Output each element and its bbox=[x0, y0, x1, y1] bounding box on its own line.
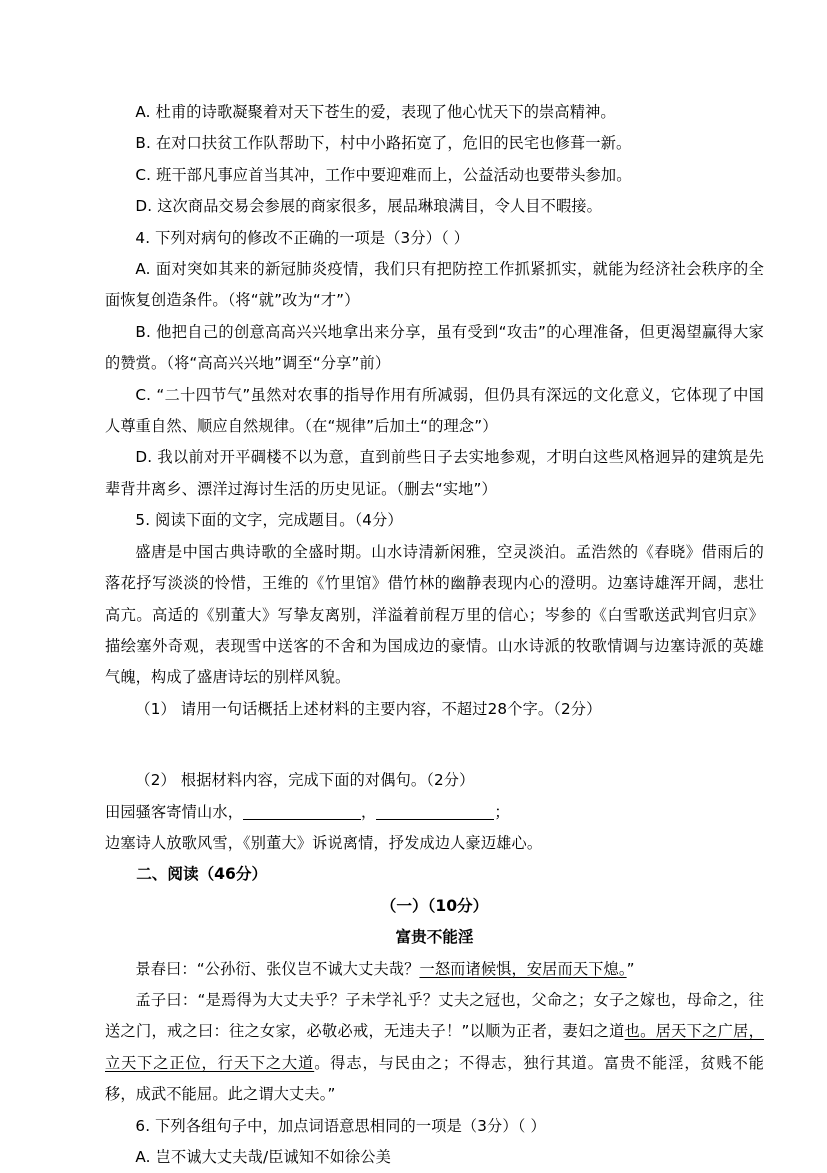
classical-p2-part2: 。得志，与民由之；不得志，独行其道。 bbox=[314, 1053, 604, 1072]
classical-p1-after: ” bbox=[626, 959, 635, 978]
q6-stem: 6. 下列各组句子中，加点词语意思相同的一项是（3分）（ ） bbox=[135, 1116, 546, 1135]
q3-option-d: D. 这次商品交易会参展的商家很多，展品琳琅满目，令人目不暇接。 bbox=[135, 197, 602, 216]
q4-stem: 4. 下列对病句的修改不正确的一项是（3分）（ ） bbox=[135, 228, 470, 247]
couplet-blank-1[interactable] bbox=[243, 819, 361, 820]
couplet-blank-2[interactable] bbox=[376, 819, 494, 820]
q4-option-d: D. 我以前对开平碉楼不以为意，直到前些日子去实地参观，才明白这些风格迥异的建筑是先辈背井离乡、漂洋过海讨生活的历史见证。（删去“实地”） bbox=[105, 448, 764, 498]
q5-sub2: （2） 根据材料内容，完成下面的对偶句。（2分） bbox=[135, 771, 475, 790]
classical-p2-part3: 富贵不能淫，贫贱不能移，成武不能屈。此之谓大丈夫。” bbox=[105, 1053, 765, 1104]
classical-p1-before: 景春曰：“公孙衍、张仪岂不诚大丈夫哉？ bbox=[135, 959, 420, 978]
classical-p2-underlined-2: 立天下之正位，行天下之大道 bbox=[105, 1053, 315, 1072]
couplet-comma: ， bbox=[361, 802, 377, 821]
couplet-line-1-text: 田园骚客寄情山水， bbox=[105, 802, 244, 821]
q6-option-a: A. 岂不诚大丈夫哉/臣诚知不如徐公美 bbox=[135, 1148, 391, 1166]
q3-option-a: A. 杜甫的诗歌凝聚着对天下苍生的爱，表现了他心忧天下的崇高精神。 bbox=[135, 103, 616, 121]
classical-p1-underlined: 一怒而诸候惧，安居而天下熄。 bbox=[419, 959, 627, 978]
q4-option-b: B. 他把自己的创意高高兴兴地拿出来分享，虽有受到“攻击”的心理准备，但更渴望赢得大家的赞赏。（将“高高兴兴地”调至“分享”前） bbox=[105, 322, 764, 373]
couplet-semicolon: ； bbox=[494, 802, 510, 821]
couplet-line-2: 边塞诗人放歌风雪，《别董大》诉说离情，抒发成边人豪迈雄心。 bbox=[105, 833, 543, 852]
classical-paragraph-1 bbox=[105, 954, 764, 985]
q4-option-c: C. “二十四节气”虽然对农事的指导作用有所减弱，但仍具有深远的文化意义，它体现了中国人尊重自然、顺应自然规律。（在“规律”后加土“的理念”） bbox=[105, 385, 764, 436]
q5-passage: 盛唐是中国古典诗歌的全盛时期。山水诗清新闲雅，空灵淡泊。孟浩然的《春晓》借雨后的落花抒写淡淡的怜惜，王维的《竹里馆》借竹林的幽静表现内心的澄明。边塞诗雄浑开阔，悲壮高亢。高适的《别董大》写挚友离别，洋溢着前程万里的信心；岑参的《白雪歌送武判官归京》描绘塞外奇观，表现雪中送客的不舍和为国成边的豪情。山水诗派的牧歌情调与边塞诗派的英雄气魄，构成了盛唐诗坛的别样风貌。 bbox=[105, 542, 764, 687]
reading-passage-title: 富贵不能淫 bbox=[395, 928, 474, 947]
answer-space-1 bbox=[105, 725, 764, 765]
classical-paragraph-2 bbox=[105, 985, 764, 1111]
section-2-heading: 二、阅读（46分） bbox=[136, 865, 268, 884]
q5-sub1: （1） 请用一句话概括上述材料的主要内容，不超过28个字。（2分） bbox=[135, 699, 602, 718]
couplet-line-1 bbox=[105, 797, 764, 828]
q3-option-c: C. 班干部凡事应首当其冲，工作中要迎难而上，公益活动也要带头参加。 bbox=[135, 165, 632, 184]
section-2-sub-heading: （一）（10分） bbox=[380, 896, 489, 915]
classical-p2-underlined-1: 也。居天下之广居， bbox=[624, 1022, 765, 1041]
q3-option-b: B. 在对口扶贫工作队帮助下，村中小路拓宽了，危旧的民宅也修葺一新。 bbox=[135, 134, 632, 153]
q4-option-a: A. 面对突如其来的新冠肺炎疫情，我们只有把防控工作抓紧抓实，就能为经济社会秩序的全面恢复创造条件。（将“就”改为“才”） bbox=[105, 260, 764, 310]
q5-stem: 5. 阅读下面的文字，完成题目。（4分） bbox=[135, 511, 403, 530]
classical-p2-part1: 孟子曰：“是焉得为大丈夫乎？子未学礼乎？丈夫之冠也，父命之；女子之嫁也，母命之，往送之门，戒之曰：往之女家，必敬必戒，无违夫子！”以顺为正者，妻妇之道 bbox=[105, 990, 764, 1041]
